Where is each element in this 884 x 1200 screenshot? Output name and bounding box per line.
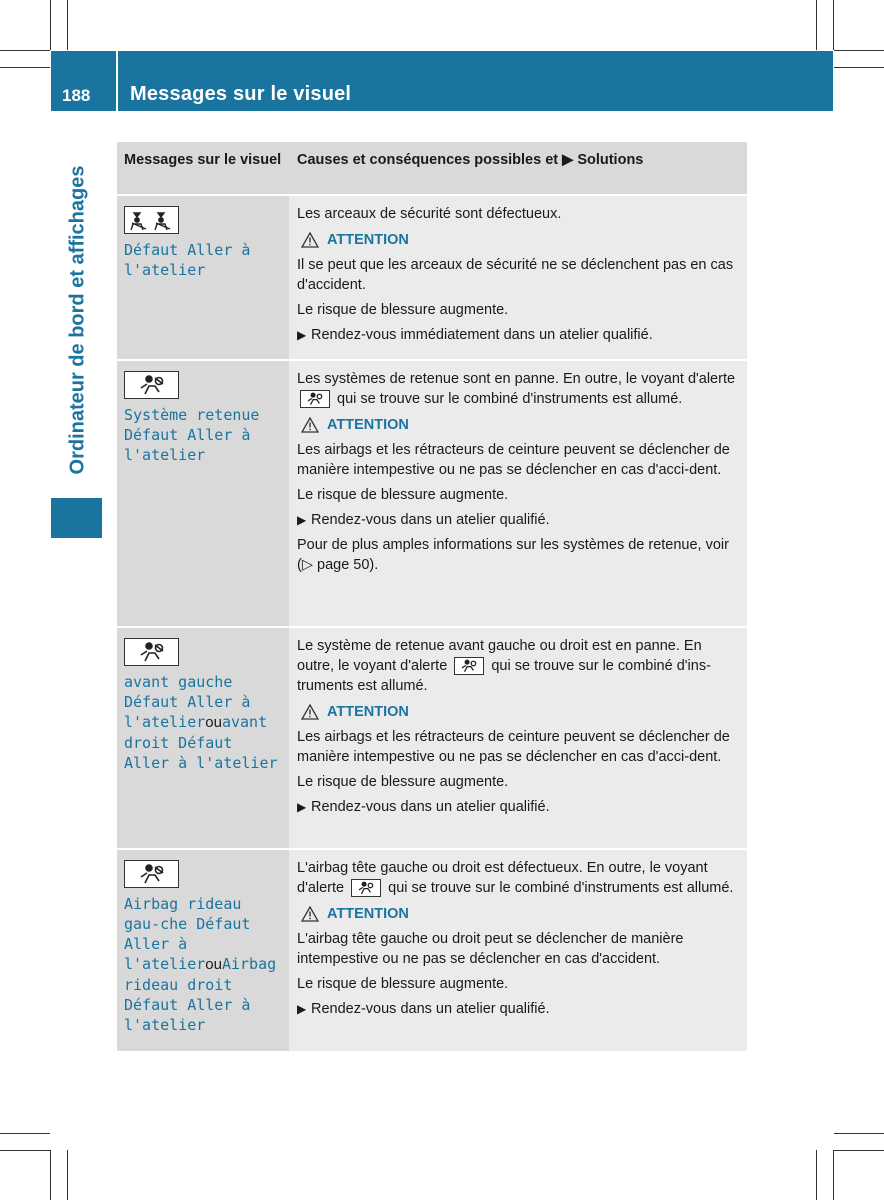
action-text: Rendez-vous dans un atelier qualifié. [311,799,550,815]
action-item [297,999,741,1024]
crop-mark [833,0,834,50]
arrow-bullet-icon: ▶ [297,328,307,342]
section-title: Ordinateur de bord et affichages [66,165,89,475]
arrow-bullet-icon: ▶ [297,513,307,527]
table-header-row [117,142,747,196]
cause-text-part: Le système de retenue avant gauche ou droit est en panne. En outre, le voyant d'alerte [297,638,702,674]
risk-text: Le risque de blessure augmente. [297,487,509,503]
display-message-part: Airbag rideau droit Défaut Aller à l'atelier [124,955,277,1034]
warning-triangle-icon [301,232,319,248]
warning-heading [301,704,741,720]
airbag-warning-lamp-icon [300,390,330,408]
message-cell [117,361,289,626]
warning-triangle-icon [301,417,319,433]
cause-text-part: L'airbag tête gauche ou droit est défectueux. En outre, le voyant d'alerte [297,860,708,896]
warning-triangle-icon [301,906,319,922]
arrow-bullet-icon: ▶ [297,1002,307,1016]
display-message [124,894,283,1035]
cause-text [297,369,741,409]
column-header: Causes et conséquences possibles et ▶ Solutions [289,142,747,194]
table-row [117,850,747,1051]
column-header: Messages sur le visuel [117,142,289,194]
crop-mark [833,1150,834,1200]
table-row [117,361,747,628]
warning-text: Il se peut que les arceaux de sécurité ne se déclenchent pas en cas d'accident. [297,257,734,293]
crop-mark [834,50,884,51]
warning-label: ATTENTION [327,906,409,922]
message-cell [117,628,289,848]
page-number: 188 [62,86,91,105]
airbag-icon [124,860,179,888]
action-text: Rendez-vous dans un atelier qualifié. [311,512,550,528]
header-divider [116,51,118,111]
display-message-part: avant droit Défaut Aller à l'atelier [124,713,278,772]
airbag-icon [124,371,179,399]
cause-text [297,636,741,696]
crop-mark [816,0,817,50]
cause-text-part: qui se trouve sur le combiné d'instruments est allumé. [388,880,734,896]
message-cell [117,196,289,359]
or-label: ou [205,714,222,731]
airbag-icon [124,638,179,666]
crop-mark [834,67,884,68]
airbag-warning-lamp-icon [351,879,381,897]
or-label: ou [205,956,222,973]
warning-text: L'airbag tête gauche ou droit peut se déclencher de manière intempestive ou ne pas se déclencher en cas d'accident. [297,931,684,967]
arrow-bullet-icon: ▶ [297,800,307,814]
section-tab [51,498,102,538]
action-item [297,510,741,535]
risk-text: Le risque de blessure augmente. [297,976,509,992]
cause-cell [289,361,747,626]
crop-mark [0,1133,50,1134]
crop-mark [67,1150,68,1200]
crop-mark [0,67,50,68]
crop-mark [50,1150,51,1200]
cause-text: Les arceaux de sécurité sont défectueux. [297,206,562,222]
warning-label: ATTENTION [327,232,409,248]
warning-heading [301,906,741,922]
action-item [297,325,741,350]
crop-mark [834,1133,884,1134]
crop-mark [67,0,68,50]
cause-text-part: Les systèmes de retenue sont en panne. En outre, le voyant d'alerte [297,371,736,387]
table-row [117,196,747,361]
action-text: Rendez-vous dans un atelier qualifié. [311,1001,550,1017]
display-message [124,672,283,773]
warning-text: Les airbags et les rétracteurs de ceinture peuvent se déclencher de manière intempestive ou ne pas se déclencher en cas d'acci-dent. [297,729,730,765]
seat-belt-tensioner-icon [124,206,179,234]
warning-triangle-icon [301,704,319,720]
display-message: Défaut Aller à l'atelier [124,241,251,279]
crop-mark [816,1150,817,1200]
warning-label: ATTENTION [327,704,409,720]
crop-mark [0,1150,50,1151]
cause-cell [289,196,747,359]
display-message-part: Airbag rideau gau-che Défaut Aller à l'atelier [124,895,251,973]
more-info-text[interactable]: Pour de plus amples informations sur les systèmes de retenue, voir (▷ page 50). [297,537,729,573]
display-message: Système retenue Défaut Aller à l'atelier [124,406,260,464]
warning-text: Les airbags et les rétracteurs de ceinture peuvent se déclencher de manière intempestive ou ne pas se déclencher en cas d'acci-dent. [297,442,730,478]
risk-text: Le risque de blessure augmente. [297,774,509,790]
cause-text-part: qui se trouve sur le combiné d'ins-truments est allumé. [297,658,711,694]
crop-mark [50,0,51,50]
warning-heading [301,417,741,433]
cause-cell [289,628,747,848]
action-text: Rendez-vous immédiatement dans un atelier qualifié. [311,327,653,343]
cause-text-part: qui se trouve sur le combiné d'instruments est allumé. [337,391,683,407]
airbag-warning-lamp-icon [454,657,484,675]
crop-mark [834,1150,884,1151]
crop-mark [0,50,50,51]
cause-text [297,858,741,898]
warning-heading [301,232,741,248]
message-cell [117,850,289,1051]
messages-table [117,142,747,1051]
risk-text: Le risque de blessure augmente. [297,302,509,318]
table-row [117,628,747,850]
cause-cell [289,850,747,1051]
warning-label: ATTENTION [327,417,409,433]
display-message-part: avant gauche Défaut Aller à l'atelier [124,673,251,731]
page-title: Messages sur le visuel [130,83,352,105]
action-item [297,797,741,822]
